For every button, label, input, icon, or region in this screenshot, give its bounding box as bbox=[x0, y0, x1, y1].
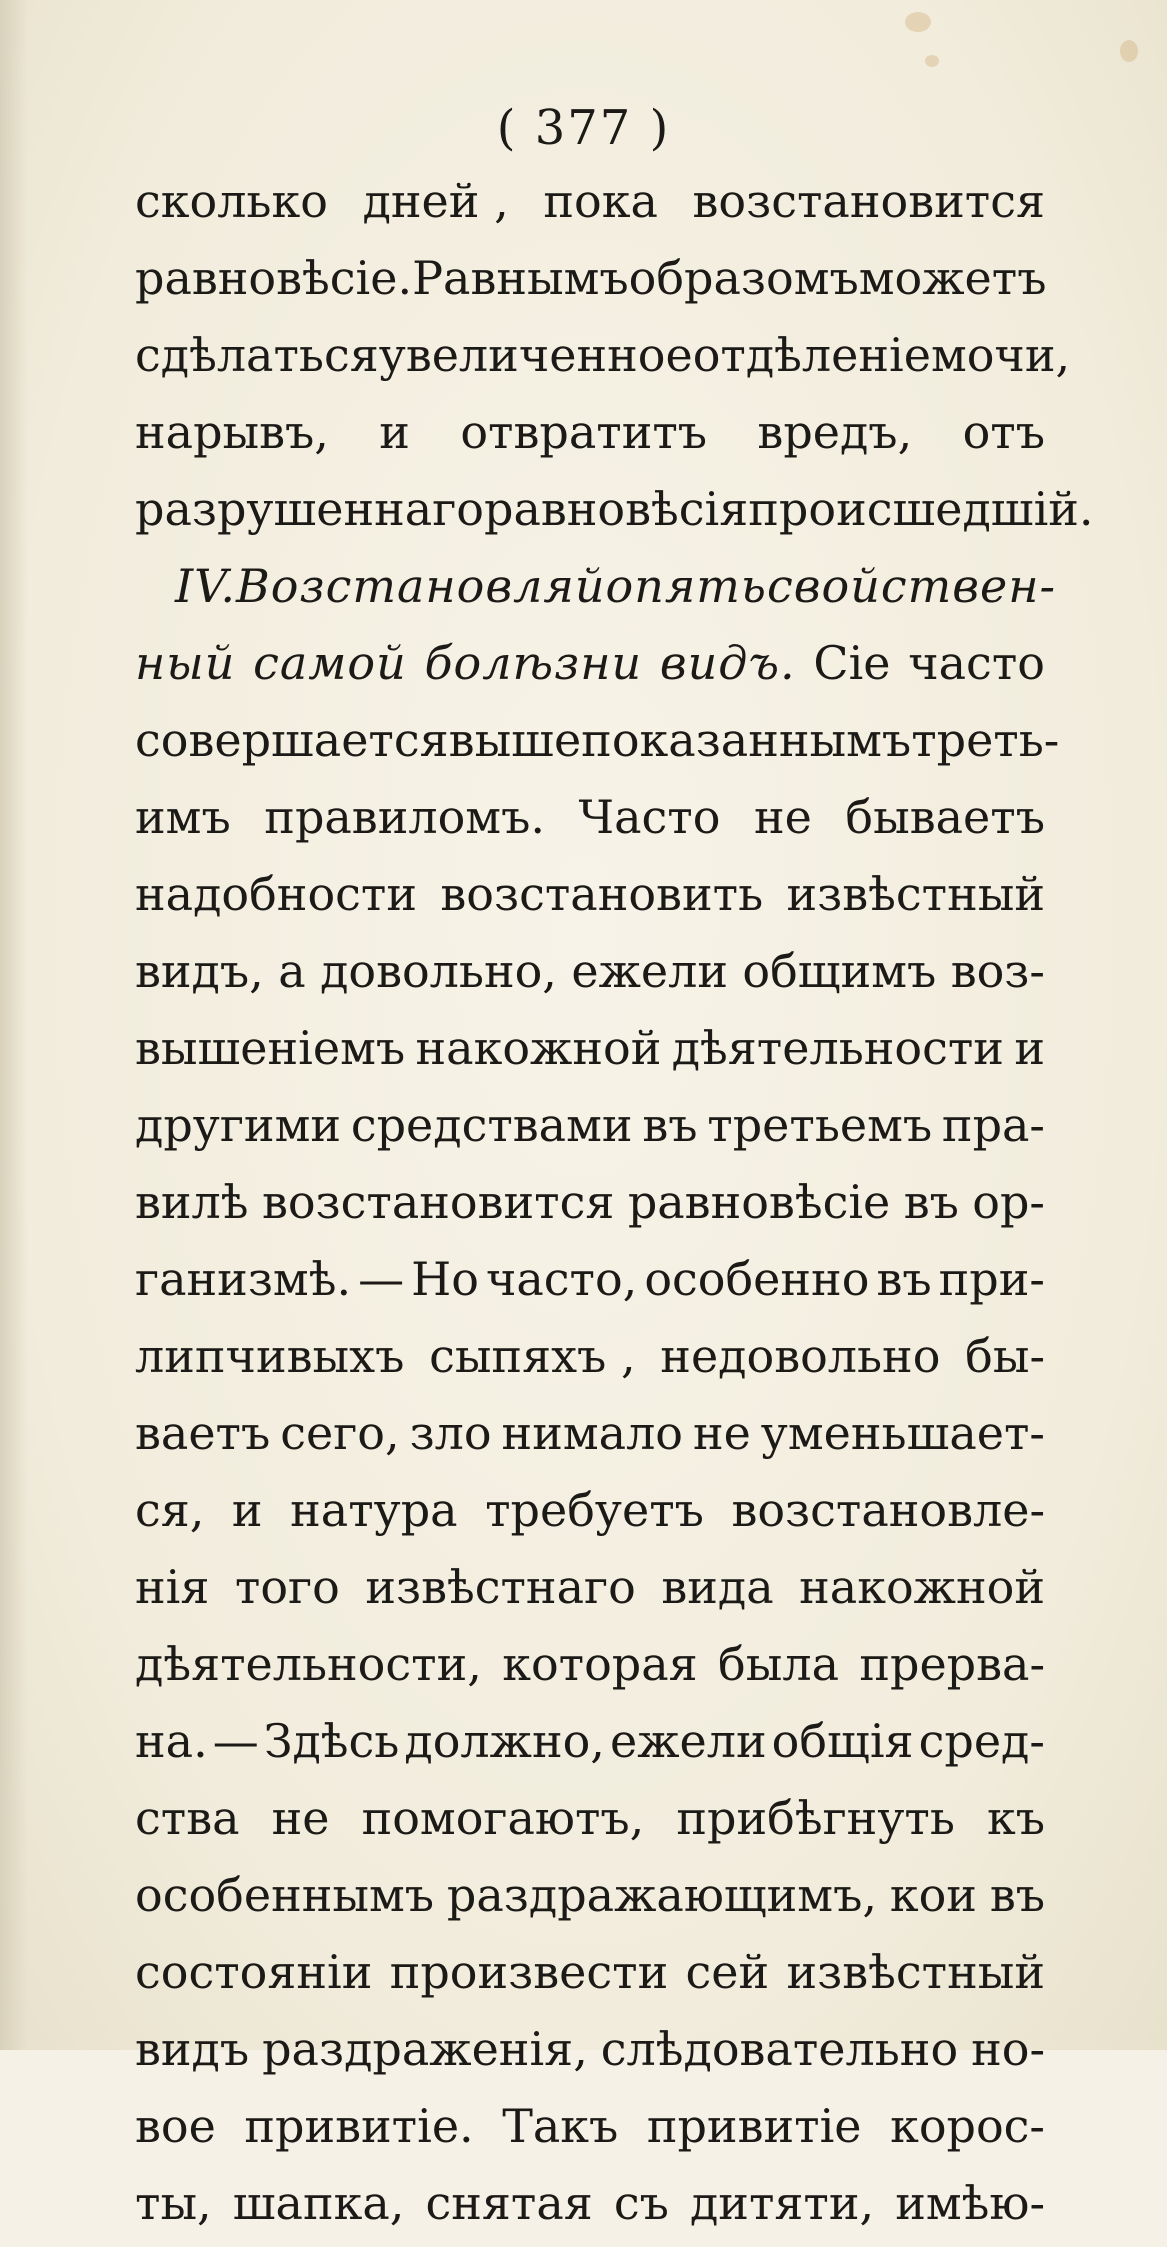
text-line bbox=[135, 476, 1094, 553]
text-line bbox=[135, 1477, 1045, 1554]
word: состояніи bbox=[135, 1945, 373, 1999]
italic-word: ный bbox=[135, 636, 236, 690]
paper-stain bbox=[925, 55, 939, 67]
word: имѣю- bbox=[895, 2176, 1045, 2230]
word: можетъ bbox=[858, 251, 1047, 305]
word: нарывъ, bbox=[135, 405, 329, 459]
word: была bbox=[718, 1637, 839, 1691]
italic-word: свойствен- bbox=[766, 559, 1057, 613]
word: къ bbox=[986, 1791, 1045, 1845]
word: сред- bbox=[918, 1714, 1045, 1768]
text-line bbox=[135, 1631, 1045, 1708]
word: ваетъ bbox=[135, 1406, 271, 1460]
word: имъ bbox=[135, 790, 231, 844]
word: дѣятельности bbox=[671, 1021, 1004, 1075]
word: ганизмѣ. bbox=[135, 1252, 352, 1306]
italic-word: опять bbox=[605, 559, 767, 613]
word: возстановится bbox=[692, 174, 1045, 228]
word: отдѣленіе bbox=[692, 328, 931, 382]
word: пока bbox=[543, 174, 658, 228]
word: извѣстнаго bbox=[365, 1560, 636, 1614]
word: ежели bbox=[609, 1714, 767, 1768]
text-line bbox=[135, 1708, 1045, 1785]
word: но- bbox=[971, 2022, 1045, 2076]
word: дитяти, bbox=[689, 2176, 875, 2230]
word: надобности bbox=[135, 867, 418, 921]
word: прибѣгнуть bbox=[676, 1791, 955, 1845]
word: накожной bbox=[799, 1560, 1045, 1614]
word: Но bbox=[411, 1252, 479, 1306]
word: въ bbox=[642, 1098, 698, 1152]
word: равновѣсіе. bbox=[135, 251, 413, 305]
word: вилѣ bbox=[135, 1175, 249, 1229]
page-body-text bbox=[135, 168, 1094, 2247]
word: вое bbox=[135, 2099, 216, 2153]
word: извѣстный bbox=[786, 867, 1045, 921]
word: дѣятельности, bbox=[135, 1637, 482, 1691]
word: третьемъ bbox=[707, 1098, 933, 1152]
word: сколько bbox=[135, 174, 328, 228]
text-line bbox=[135, 322, 1071, 399]
word: на. bbox=[135, 1714, 208, 1768]
word: возстановится bbox=[261, 1175, 615, 1229]
word: общимъ bbox=[742, 944, 937, 998]
word: средствами bbox=[350, 1098, 633, 1152]
word: Сіе bbox=[813, 636, 891, 690]
text-line bbox=[135, 1323, 1045, 1400]
text-line bbox=[135, 938, 1045, 1015]
word: и bbox=[1014, 1021, 1045, 1075]
word: вышеніемъ bbox=[135, 1021, 406, 1075]
text-line bbox=[135, 1785, 1045, 1862]
word: пра- bbox=[941, 1098, 1045, 1152]
word: Здѣсь bbox=[263, 1714, 400, 1768]
word: мочи, bbox=[930, 328, 1071, 382]
word: должно, bbox=[404, 1714, 605, 1768]
word: видъ bbox=[135, 2022, 250, 2076]
word: въ bbox=[903, 1175, 959, 1229]
word: бы- bbox=[965, 1329, 1045, 1383]
word: ор- bbox=[972, 1175, 1045, 1229]
text-line bbox=[135, 1554, 1045, 1631]
word: нимало bbox=[501, 1406, 683, 1460]
word: въ bbox=[876, 1252, 932, 1306]
text-line bbox=[135, 1015, 1045, 1092]
word: раздражающимъ, bbox=[446, 1868, 877, 1922]
word: довольно, bbox=[320, 944, 557, 998]
text-line bbox=[135, 168, 1045, 245]
word: требуетъ bbox=[485, 1483, 704, 1537]
text-line bbox=[135, 1862, 1045, 1939]
text-line bbox=[135, 2170, 1045, 2247]
word: общія bbox=[771, 1714, 914, 1768]
word: другими bbox=[135, 1098, 342, 1152]
word: возстановить bbox=[440, 867, 764, 921]
word: треть- bbox=[911, 713, 1060, 767]
word: ся, bbox=[135, 1483, 205, 1537]
word: особеннымъ bbox=[135, 1868, 435, 1922]
text-line bbox=[135, 1092, 1045, 1169]
word: а bbox=[278, 944, 306, 998]
word: съ bbox=[613, 2176, 669, 2230]
word: Равнымъ bbox=[412, 251, 629, 305]
text-line bbox=[135, 784, 1045, 861]
word: Часто bbox=[578, 790, 721, 844]
word: которая bbox=[502, 1637, 698, 1691]
word: помогаютъ, bbox=[361, 1791, 645, 1845]
word: извѣстный bbox=[786, 1945, 1045, 1999]
word: видъ, bbox=[135, 944, 264, 998]
word: отвратитъ bbox=[460, 405, 708, 459]
word: увеличенное bbox=[378, 328, 693, 382]
word: и bbox=[379, 405, 410, 459]
word: не bbox=[692, 1406, 751, 1460]
word: особенно bbox=[644, 1252, 870, 1306]
text-line bbox=[135, 861, 1045, 938]
word: недовольно bbox=[660, 1329, 941, 1383]
word: часто, bbox=[485, 1252, 638, 1306]
word: бываетъ bbox=[845, 790, 1045, 844]
text-line bbox=[135, 245, 1045, 322]
word: вышепоказаннымъ bbox=[448, 713, 912, 767]
word: сей bbox=[685, 1945, 770, 1999]
word: правиломъ. bbox=[264, 790, 545, 844]
word: слѣдовательно bbox=[600, 2022, 959, 2076]
word: ства bbox=[135, 1791, 240, 1845]
word: при- bbox=[938, 1252, 1045, 1306]
word: вида bbox=[661, 1560, 774, 1614]
text-line bbox=[135, 1169, 1045, 1246]
word: отъ bbox=[962, 405, 1045, 459]
word: привитіе. bbox=[244, 2099, 474, 2153]
page-number: ( 377 ) bbox=[496, 100, 671, 156]
text-line bbox=[135, 1939, 1045, 2016]
word: не bbox=[271, 1791, 330, 1845]
word: натура bbox=[290, 1483, 458, 1537]
text-line bbox=[135, 630, 1045, 707]
word: прерва- bbox=[859, 1637, 1045, 1691]
page-gutter-shadow bbox=[0, 0, 28, 2050]
word: того bbox=[234, 1560, 340, 1614]
word: сыпяхъ , bbox=[429, 1329, 636, 1383]
word: равновѣсія bbox=[484, 482, 749, 536]
text-line bbox=[135, 2093, 1045, 2170]
word: снятая bbox=[425, 2176, 593, 2230]
word: часто bbox=[908, 636, 1045, 690]
word: накожной bbox=[415, 1021, 662, 1075]
word: разрушеннаго bbox=[135, 482, 484, 536]
word: дней , bbox=[362, 174, 509, 228]
word: зло bbox=[409, 1406, 492, 1460]
word: Такъ bbox=[502, 2099, 619, 2153]
italic-word: болѣзни bbox=[424, 636, 643, 690]
word: липчивыхъ bbox=[135, 1329, 405, 1383]
word: кои bbox=[889, 1868, 977, 1922]
word: корос- bbox=[890, 2099, 1045, 2153]
word: произвести bbox=[389, 1945, 669, 1999]
word: ежели bbox=[571, 944, 728, 998]
word: совершается bbox=[135, 713, 449, 767]
text-line bbox=[135, 399, 1045, 476]
word: не bbox=[753, 790, 812, 844]
italic-word: IV. bbox=[175, 559, 236, 613]
word: уменьшает- bbox=[760, 1406, 1045, 1460]
word: ты, bbox=[135, 2176, 212, 2230]
word: — bbox=[358, 1252, 405, 1306]
word: и bbox=[231, 1483, 263, 1537]
word: сего, bbox=[280, 1406, 400, 1460]
text-line bbox=[135, 553, 1057, 630]
word: раздраженія, bbox=[262, 2022, 588, 2076]
word: сдѣлаться bbox=[135, 328, 379, 382]
italic-word: самой bbox=[253, 636, 407, 690]
text-line bbox=[135, 2016, 1045, 2093]
word: равновѣсіе bbox=[627, 1175, 891, 1229]
text-line bbox=[135, 1400, 1045, 1477]
italic-word: видъ. bbox=[659, 636, 796, 690]
word: шапка, bbox=[232, 2176, 405, 2230]
word: въ bbox=[989, 1868, 1045, 1922]
word: происшедшій. bbox=[748, 482, 1094, 536]
word: — bbox=[212, 1714, 259, 1768]
word: воз- bbox=[950, 944, 1045, 998]
paper-stain bbox=[1120, 40, 1138, 62]
word: нія bbox=[135, 1560, 210, 1614]
word: привитіе bbox=[646, 2099, 862, 2153]
text-line bbox=[135, 1246, 1045, 1323]
paper-stain bbox=[905, 12, 931, 32]
word: вредъ, bbox=[757, 405, 913, 459]
italic-word: Возстановляй bbox=[235, 559, 606, 613]
text-line bbox=[135, 707, 1060, 784]
word: возстановле- bbox=[731, 1483, 1045, 1537]
word: образомъ bbox=[628, 251, 859, 305]
